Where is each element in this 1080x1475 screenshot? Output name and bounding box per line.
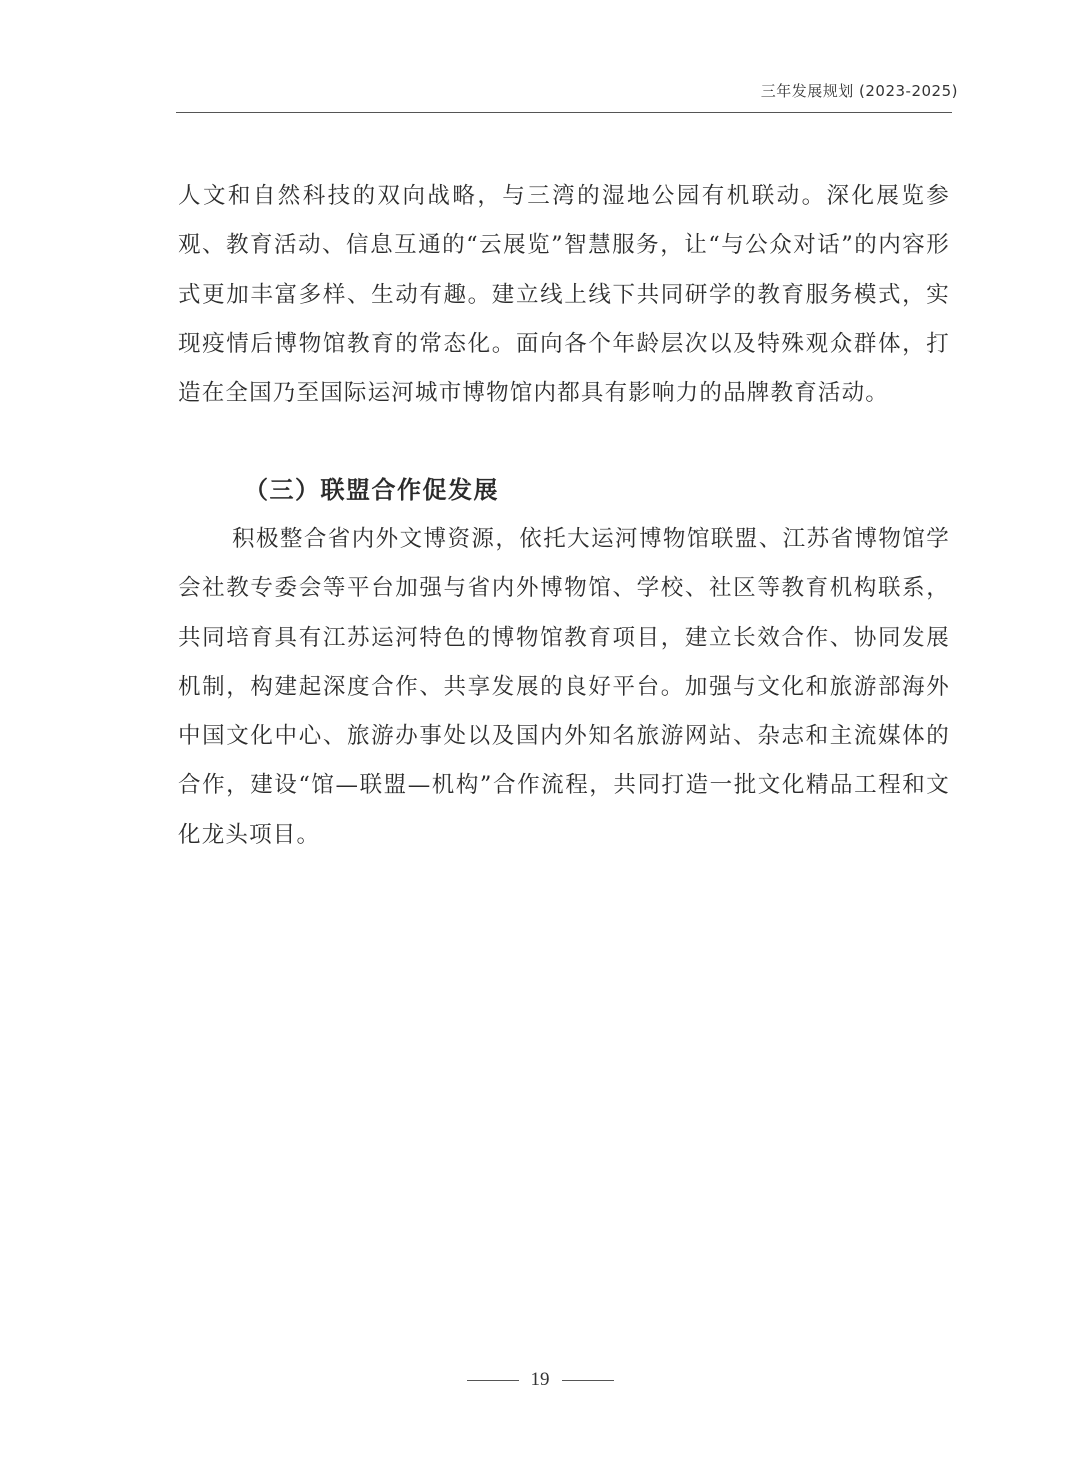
header-rule bbox=[176, 112, 952, 113]
running-header: 三年发展规划 (2023-2025) bbox=[760, 82, 958, 100]
body-paragraph-1: 人文和自然科技的双向战略，与三湾的湿地公园有机联动。深化展览参观、教育活动、信息互通的“云展览”智慧服务，让“与公众对话”的内容形式更加丰富多样、生动有趣。建立线上线下共同研学的教育服务模式，实现疫情后博物馆教育的常态化。面向各个年龄层次以及特殊观众群体，打造在全国乃至国际运河城市博物馆内都具有影响力的品牌教育活动。 bbox=[178, 183, 950, 407]
footer-rule-right bbox=[562, 1380, 614, 1381]
footer-rule-left bbox=[467, 1380, 519, 1381]
page-number: 19 bbox=[530, 1369, 550, 1390]
page-footer bbox=[0, 1366, 1080, 1394]
section-heading: （三）联盟合作促发展 bbox=[244, 476, 499, 504]
body-paragraph-2: 积极整合省内外文博资源，依托大运河博物馆联盟、江苏省博物馆学会社教专委会等平台加强与省内外博物馆、学校、社区等教育机构联系，共同培育具有江苏运河特色的博物馆教育项目，建立长效合作、协同发展机制，构建起深度合作、共享发展的良好平台。加强与文化和旅游部海外中国文化中心、旅游办事处以及国内外知名旅游网站、杂志和主流媒体的合作，建设“馆—联盟—机构”合作流程，共同打造一批文化精品工程和文化龙头项目。 bbox=[178, 526, 950, 848]
